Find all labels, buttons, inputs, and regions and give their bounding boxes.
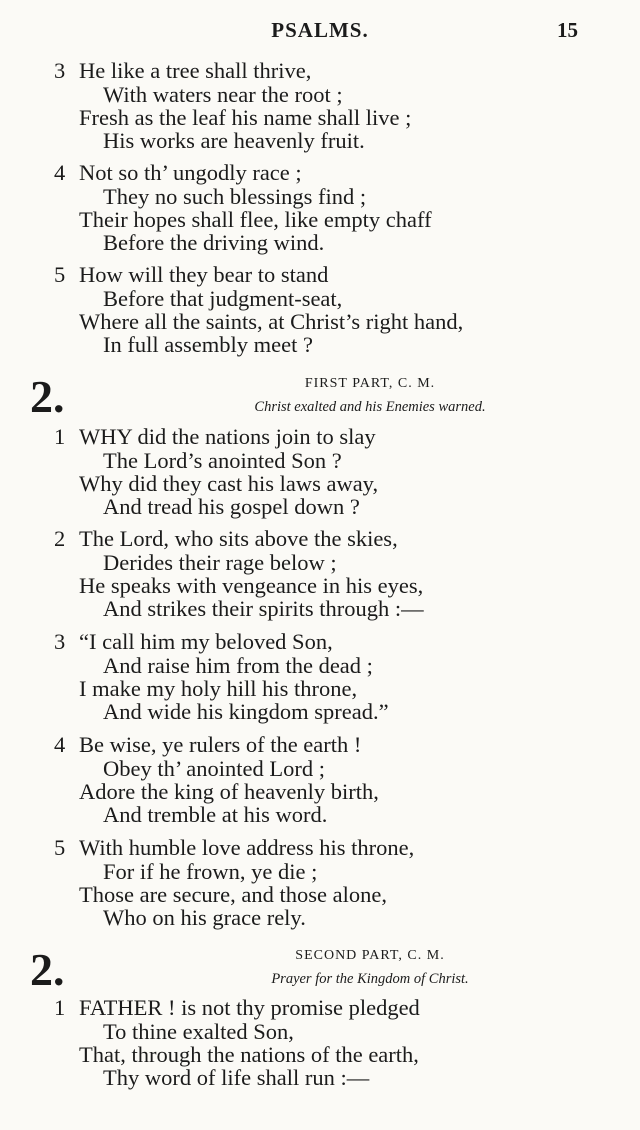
hymn-number: 2.: [30, 944, 65, 995]
stanza-line: “I call him my beloved Son,: [79, 629, 333, 654]
stanza-line: And raise him from the dead ;: [103, 653, 373, 678]
hymn-meter: SECOND PART, C. M.: [295, 948, 445, 963]
stanza-line: They no such blessings find ;: [103, 184, 367, 209]
stanza-line: Those are secure, and those alone,: [79, 882, 387, 907]
stanza-line: Before that judgment-seat,: [103, 286, 343, 311]
hymn-meter: FIRST PART, C. M.: [304, 376, 436, 391]
verse-number: 1: [54, 995, 66, 1020]
running-head: [0, 18, 640, 48]
stanza-line: And strikes their spirits through :—: [103, 596, 424, 621]
stanza-line: Where all the saints, at Christ’s right hand,: [79, 309, 464, 334]
running-title: PSALMS.: [271, 18, 369, 42]
hymn-subtitle: Christ exalted and his Enemies warned.: [254, 399, 486, 415]
verse-number: 5: [54, 262, 66, 287]
verse-number: 1: [54, 424, 66, 449]
stanza-line: Why did they cast his laws away,: [79, 471, 379, 496]
stanza-line: Not so th’ ungodly race ;: [79, 160, 302, 185]
stanza-line: Obey th’ anointed Lord ;: [103, 756, 326, 781]
stanza-line: To thine exalted Son,: [103, 1019, 294, 1044]
stanza-line: Thy word of life shall run :—: [103, 1065, 370, 1090]
stanza-line: The Lord, who sits above the skies,: [79, 526, 398, 551]
stanza-line: And wide his kingdom spread.”: [103, 699, 389, 724]
stanza-line: FATHER ! is not thy promise pledged: [79, 995, 420, 1020]
stanza-line: His works are heavenly fruit.: [103, 128, 365, 153]
stanza-line: And tremble at his word.: [103, 802, 328, 827]
stanza-line: With humble love address his throne,: [79, 835, 415, 860]
stanza-line: I make my holy hill his throne,: [79, 676, 358, 701]
verse-number: 4: [54, 732, 66, 757]
stanza-line: Before the driving wind.: [103, 230, 325, 255]
stanza-line: Fresh as the leaf his name shall live ;: [79, 105, 412, 130]
stanza-line: With waters near the root ;: [103, 82, 343, 107]
stanza-line: The Lord’s anointed Son ?: [103, 448, 342, 473]
stanza-line: That, through the nations of the earth,: [79, 1042, 419, 1067]
stanza-line: He speaks with vengeance in his eyes,: [79, 573, 424, 598]
stanza-line: For if he frown, ye die ;: [103, 859, 318, 884]
stanza-line: Be wise, ye rulers of the earth !: [79, 732, 362, 757]
verse-number: 4: [54, 160, 66, 185]
stanza-line: WHY did the nations join to slay: [79, 424, 376, 449]
verse-number: 3: [54, 629, 66, 654]
stanza-line: Their hopes shall flee, like empty chaff: [79, 207, 432, 232]
stanza-line: Who on his grace rely.: [103, 905, 306, 930]
stanza-line: How will they bear to stand: [79, 262, 329, 287]
stanza-line: In full assembly meet ?: [103, 332, 313, 357]
stanza-line: And tread his gospel down ?: [103, 494, 360, 519]
verse-number: 5: [54, 835, 66, 860]
hymn-subtitle: Prayer for the Kingdom of Christ.: [271, 971, 469, 987]
verse-number: 3: [54, 58, 66, 83]
stanza-line: Adore the king of heavenly birth,: [79, 779, 379, 804]
page-number: 15: [557, 18, 578, 42]
verse-number: 2: [54, 526, 66, 551]
hymn-number: 2.: [30, 371, 65, 422]
stanza-line: Derides their rage below ;: [103, 550, 337, 575]
stanza-line: He like a tree shall thrive,: [79, 58, 312, 83]
